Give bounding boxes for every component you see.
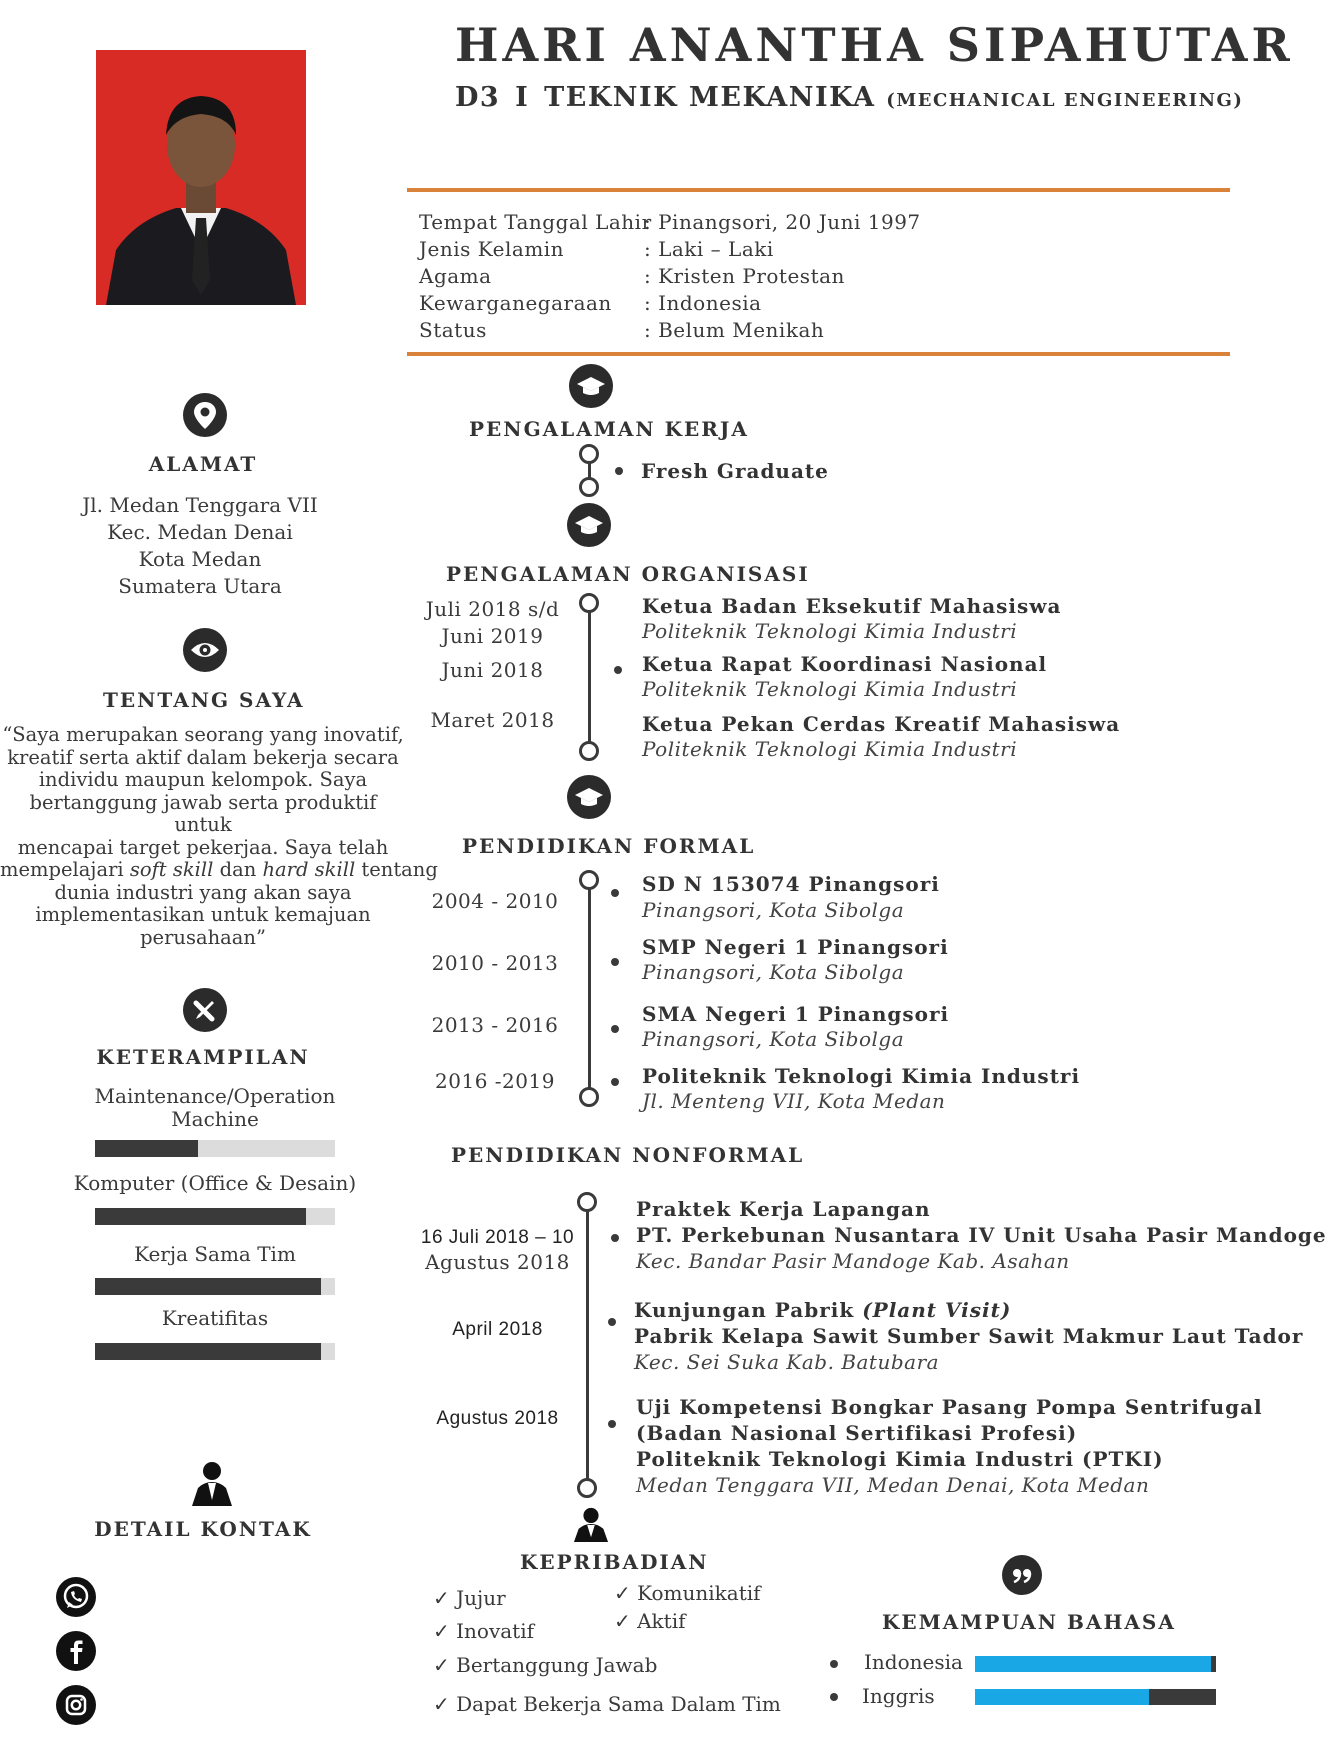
nonformal-date: April 2018 <box>452 1319 543 1340</box>
major: TEKNIK MEKANIKA <box>544 82 876 113</box>
timeline-node <box>579 741 599 761</box>
timeline-bullet <box>611 1234 619 1242</box>
language-bar <box>975 1656 1216 1672</box>
info-label: Agama <box>419 264 492 288</box>
timeline-bullet <box>611 889 619 897</box>
contact-title: DETAIL KONTAK <box>94 1517 312 1541</box>
address-block <box>50 492 350 600</box>
org-date: Juli 2018 s/d Juni 2019 <box>425 597 560 648</box>
formal-sub: Pinangsori, Kota Sibolga <box>642 1027 905 1051</box>
skill-label: Kreatifitas <box>161 1306 269 1330</box>
formal-sub: Pinangsori, Kota Sibolga <box>642 898 905 922</box>
work-title: PENGALAMAN KERJA <box>469 417 749 441</box>
address-line: Kota Medan <box>138 547 262 571</box>
language-bullet <box>830 1660 838 1668</box>
trait-bertanggung-jawab: ✓ Bertanggung Jawab <box>433 1653 658 1677</box>
timeline-node <box>579 870 599 890</box>
about-line: kreatif serta aktif dalam bekerja secara <box>7 745 399 769</box>
language-bar-fill <box>975 1689 1149 1705</box>
portrait-illustration <box>96 50 306 305</box>
info-label: Jenis Kelamin <box>419 237 565 261</box>
info-row <box>419 237 774 261</box>
degree-title <box>455 82 1243 113</box>
timeline-node <box>579 1087 599 1107</box>
language-bar <box>975 1689 1216 1705</box>
skill-bar <box>95 1343 335 1360</box>
timeline-bullet <box>614 666 622 674</box>
about-line: “Saya merupakan seorang yang inovatif, <box>2 723 404 746</box>
skill-bar <box>95 1208 335 1225</box>
info-label: Kewarganegaraan <box>419 291 612 315</box>
info-row <box>419 291 762 315</box>
nonformal-title-item: Politeknik Teknologi Kimia Industri (PTKI) <box>636 1447 1164 1471</box>
timeline-node <box>579 593 599 613</box>
timeline-line <box>588 880 591 1096</box>
formal-sub: Jl. Menteng VII, Kota Medan <box>642 1089 946 1113</box>
timeline-node <box>577 1478 597 1498</box>
formal-title-item: SMP Negeri 1 Pinangsori <box>642 935 949 959</box>
about-line: mencapai target pekerjaa. Saya telah <box>17 835 389 859</box>
info-row <box>419 318 824 342</box>
about-line: bertanggung jawab serta produktif untuk <box>29 790 377 836</box>
eye-icon <box>183 628 227 672</box>
instagram-icon[interactable] <box>56 1685 96 1725</box>
about-text <box>0 723 438 949</box>
about-line: implementasikan untuk kemajuan <box>35 903 371 926</box>
organization-title: PENGALAMAN ORGANISASI <box>446 562 810 586</box>
about-line: mempelajari soft skill dan hard skill tentang <box>0 858 438 881</box>
formal-title-item: SD N 153074 Pinangsori <box>642 872 940 896</box>
nonformal-title-item: Uji Kompetensi Bongkar Pasang Pompa Sentrifugal <box>636 1395 1263 1419</box>
facebook-icon[interactable] <box>56 1631 96 1671</box>
address-title: ALAMAT <box>148 452 258 476</box>
graduation-cap-icon <box>567 775 611 819</box>
nonformal-title-item: (Badan Nasional Sertifikasi Profesi) <box>636 1421 1078 1445</box>
language-bar-fill <box>975 1656 1211 1672</box>
language-bullet <box>830 1693 838 1701</box>
timeline-line <box>586 1206 589 1482</box>
nonformal-title-item: Pabrik Kelapa Sawit Sumber Sawit Makmur Laut Tador <box>634 1324 1304 1348</box>
trait-inovatif: ✓ Inovatif <box>433 1619 534 1643</box>
timeline-bullet <box>608 1420 616 1428</box>
timeline-bullet <box>611 1078 619 1086</box>
skill-bar <box>95 1140 335 1157</box>
skill-bar-fill <box>95 1208 306 1225</box>
info-value: : Pinangsori, 20 Juni 1997 <box>644 210 921 234</box>
trait-kerja-sama: ✓ Dapat Bekerja Sama Dalam Tim <box>433 1692 781 1716</box>
info-label: Tempat Tanggal Lahir <box>419 210 652 234</box>
nonformal-sub: Kec. Sei Suka Kab. Batubara <box>634 1350 940 1374</box>
org-sub: Politeknik Teknologi Kimia Industri <box>642 737 1018 761</box>
skill-bar <box>95 1278 335 1295</box>
separator: I <box>515 82 530 113</box>
info-row <box>419 264 845 288</box>
skill-label: Maintenance/Operation Machine <box>94 1084 336 1131</box>
profile-photo <box>96 50 306 305</box>
skill-bar-fill <box>95 1278 321 1295</box>
nonformal-title-item: Kunjungan Pabrik (Plant Visit) <box>634 1298 1012 1322</box>
divider-top <box>407 188 1230 192</box>
about-line: perusahaan” <box>140 925 266 949</box>
info-row <box>419 210 921 234</box>
formal-date: 2016 -2019 <box>435 1069 555 1093</box>
timeline-node <box>577 1192 597 1212</box>
tools-icon <box>183 988 227 1032</box>
nonformal-title: PENDIDIKAN NONFORMAL <box>451 1143 805 1167</box>
org-title: Ketua Pekan Cerdas Kreatif Mahasiswa <box>642 712 1121 736</box>
timeline-bullet <box>611 1025 619 1033</box>
full-name: HARI ANANTHA SIPAHUTAR <box>455 18 1294 72</box>
timeline-bullet <box>615 467 623 475</box>
org-date: Juni 2018 <box>441 658 544 682</box>
timeline-bullet <box>608 1318 616 1326</box>
work-item: Fresh Graduate <box>641 459 829 483</box>
nonformal-title-item: Praktek Kerja Lapangan <box>636 1197 931 1221</box>
org-sub: Politeknik Teknologi Kimia Industri <box>642 677 1018 701</box>
nonformal-date: 16 Juli 2018 – 10 Agustus 2018 <box>420 1227 575 1274</box>
org-date: Maret 2018 <box>430 708 555 732</box>
timeline-bullet <box>611 958 619 966</box>
about-title: TENTANG SAYA <box>103 688 305 712</box>
person-icon <box>190 1460 234 1510</box>
skill-bar-fill <box>95 1140 198 1157</box>
formal-sub: Pinangsori, Kota Sibolga <box>642 960 905 984</box>
org-title: Ketua Rapat Koordinasi Nasional <box>642 652 1048 676</box>
skill-label: Kerja Sama Tim <box>134 1242 296 1266</box>
timeline-node <box>579 477 599 497</box>
language-label: Indonesia <box>864 1650 963 1674</box>
about-line: dunia industri yang akan saya <box>54 880 352 904</box>
trait-jujur: ✓ Jujur <box>433 1586 506 1610</box>
nonformal-title-item: PT. Perkebunan Nusantara IV Unit Usaha Pasir Mandoge <box>636 1223 1327 1247</box>
speech-bubble-icon <box>1002 1555 1042 1595</box>
address-line: Jl. Medan Tenggara VII <box>82 493 318 517</box>
trait-aktif: ✓ Aktif <box>614 1609 686 1633</box>
person-icon <box>570 1506 612 1546</box>
info-value: : Laki – Laki <box>644 237 774 261</box>
org-sub: Politeknik Teknologi Kimia Industri <box>642 619 1018 643</box>
skills-title: KETERAMPILAN <box>96 1045 310 1069</box>
formal-title-item: SMA Negeri 1 Pinangsori <box>642 1002 950 1026</box>
formal-date: 2013 - 2016 <box>431 1013 559 1037</box>
divider-bottom <box>407 352 1230 356</box>
info-value: : Kristen Protestan <box>644 264 845 288</box>
address-line: Kec. Medan Denai <box>107 520 293 544</box>
formal-title-item: Politeknik Teknologi Kimia Industri <box>642 1064 1081 1088</box>
nonformal-date: Agustus 2018 <box>436 1408 559 1429</box>
formal-date: 2010 - 2013 <box>431 951 559 975</box>
nonformal-sub: Kec. Bandar Pasir Mandoge Kab. Asahan <box>636 1249 1070 1273</box>
language-label: Inggris <box>862 1684 935 1708</box>
whatsapp-icon[interactable] <box>56 1577 96 1617</box>
skill-bar-fill <box>95 1343 321 1360</box>
about-line: individu maupun kelompok. Saya <box>38 768 368 791</box>
formal-title: PENDIDIKAN FORMAL <box>462 834 756 858</box>
graduation-cap-icon <box>569 364 613 408</box>
address-line: Sumatera Utara <box>118 574 282 598</box>
nonformal-sub: Medan Tenggara VII, Medan Denai, Kota Medan <box>636 1473 1150 1497</box>
info-label: Status <box>419 318 487 342</box>
info-value: : Indonesia <box>644 291 762 315</box>
graduation-cap-icon <box>567 503 611 547</box>
languages-title: KEMAMPUAN BAHASA <box>882 1610 1176 1634</box>
org-title: Ketua Badan Eksekutif Mahasiswa <box>642 594 1062 618</box>
degree: D3 <box>455 82 501 113</box>
info-value: : Belum Menikah <box>644 318 825 342</box>
personality-title: KEPRIBADIAN <box>520 1550 709 1574</box>
skill-label: Komputer (Office & Desain) <box>73 1171 357 1195</box>
location-pin-icon <box>183 393 227 437</box>
timeline-node <box>579 444 599 464</box>
formal-date: 2004 - 2010 <box>431 889 559 913</box>
timeline-line <box>588 604 591 750</box>
trait-komunikatif: ✓ Komunikatif <box>614 1581 761 1605</box>
major-en: (MECHANICAL ENGINEERING) <box>886 90 1244 111</box>
